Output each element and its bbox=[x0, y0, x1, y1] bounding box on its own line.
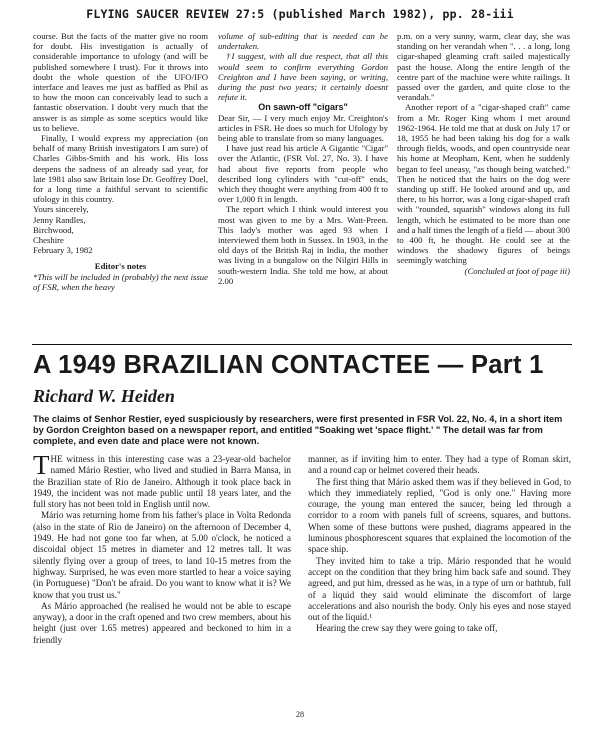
paragraph: p.m. on a very sunny, warm, clear day, she was standing on her verandah when ". . . a long, long cigar-shaped gleaming craft sailed majestically past the house. Along the entire length of the centre part of the machine were white railings. It passed over the garden, and quite close to the verandah." bbox=[397, 31, 570, 103]
editors-note: *This will be included in (probably) the next issue of FSR, when the heavy bbox=[33, 271, 208, 292]
journal-header: FLYING SAUCER REVIEW 27:5 (published March 1982), pp. 28-iii bbox=[86, 7, 514, 21]
editors-note: volume of sub-editing that is needed can be undertaken. bbox=[218, 31, 388, 52]
letter-heading: On sawn-off "cigars" bbox=[258, 102, 348, 113]
signature-line: Cheshire bbox=[33, 235, 64, 246]
article-title: A 1949 BRAZILIAN CONTACTEE — Part 1 bbox=[33, 351, 544, 379]
paragraph: The first thing that Mário asked them was if they believed in God, to which they immediately replied, "God is only one." Having more courage, the young man entered the saucer, being led through a corridor to a room with panels full of screens, squares, and buttons. When some of these buttons were pushed, diagrams appeared in the luminous phosphorescent squares that explained the locomotion of the space ship. bbox=[308, 476, 571, 555]
signature-line: Jenny Randles, bbox=[33, 214, 86, 225]
paragraph: Finally, I would express my appreciation (on behalf of many British investigators I am sure) of Charles Gibbs-Smith and his work. His loss deepens the sadness of an already sad year, for late 1981 also saw Britain lose Dr. Geoffrey Doel, for a long time a faithful servant to scientific ufology in this country. bbox=[33, 133, 208, 205]
paragraph: I have just read his article A Gigantic "Cigar" over the Atlantic, (FSR Vol. 27, No. 3). I have had about five reports from people who described long cylinders with "cut-off" ends, which they thought were anything from 400 ft to over 1,000 ft in length. bbox=[218, 143, 388, 205]
editors-notes-heading: Editor's notes bbox=[94, 261, 147, 272]
signature-line: Yours sincerely, bbox=[33, 204, 89, 215]
signature-line: Birchwood, bbox=[33, 224, 74, 235]
paragraph: They invited him to take a trip. Mário responded that he would accept on the condition that they bring him back safe and sound. They agreed, and put him, dressed as he was, in a type of urn or bathtub, full of a liquid they said would eliminate the discomfort of large accelerations and also nourish the body. Only his eyes and nose stayed out of the liquid.¹ bbox=[308, 555, 571, 623]
section-divider bbox=[32, 344, 572, 345]
paragraph: THE witness in this interesting case was a 23-year-old bachelor named Mário Restier, who lived and studied in Barra Mansa, in the Brazilian state of Rio de Janeiro. Although it took place back in 1949, the incident was not made public until 18 years later, and the full story has not been told in English until now. bbox=[33, 450, 291, 510]
article-column-right bbox=[308, 454, 571, 635]
drop-cap: T bbox=[33, 450, 50, 480]
page-number: 28 bbox=[296, 710, 304, 719]
signature-line: February 3, 1982 bbox=[33, 245, 93, 256]
paragraph: Mário was returning home from his father's place in Volta Redonda (also in the state of Rio de Janeiro) on the afternoon of December 4, 1949. He had not gone too far when, at 5.00 o'clock, he noticed a discoidal object 15 metres in diameter and 12 metres tall. It was silently flying over a group of trees, to land 10-15 metres from the highway. Surprised, he was even more startled to hear a voice saying (in Portuguese) "Don't be afraid. Do you want to know what it is? We know that you trust us." bbox=[33, 510, 291, 600]
continuation-note: (Concluded at foot of page iii) bbox=[464, 265, 570, 276]
article-author: Richard W. Heiden bbox=[33, 386, 175, 406]
editors-note: †I suggest, with all due respect, that all this would seem to confirm everything Gordon Creighton and I have been saying, or writing, during the past two years; it certainly doesnt refute it. bbox=[218, 51, 388, 103]
left-column bbox=[33, 31, 208, 292]
paragraph: course. But the facts of the matter give no room for doubt. His investigation is actually of considerable importance to ufology (and will be published somewhere I trust). For it throws into doubt the whole question of the UFO/IFO interface and leaves me just as baffled as Phil as to how the moon can conceivably lead to such a fantastic observation. I doubt very much that the answer is as simple as some sceptics would like us to believe. bbox=[33, 31, 208, 133]
paragraph: Hearing the crew say they were going to take off, bbox=[316, 623, 498, 634]
article-intro: The claims of Senhor Restier, eyed suspiciously by researchers, were first presented in FSR Vol. 22, No. 4, in a short item by Gordon Creighton based on a newspaper report, and entitled "Soaking wet 'space flight.' " The detail was far from complete, and even date and place were not known. bbox=[33, 414, 563, 446]
article-column-left bbox=[33, 450, 291, 646]
paragraph: Another report of a "cigar-shaped craft" came from a Mr. Roger King whom I met around 1962-1964. He told me that at dusk on July 17 or 18, 1955 he had been taking his dog for a walk through fields, woods, and open countryside near his home at Meopham, Kent, when he suddenly began to feel uneasy, "as though being watched." Then he noticed that the hairs on the dog were standing up stiff. He looked around and up, and there, to his horror, was a long cigar-shaped craft with "rounded, squarish" windows along its full length, which he estimated to be more than one and a half times the length of a field — about 300 to 400 ft, he thought. He could see at the windows the shadowy figures of beings seemingly watching bbox=[397, 102, 570, 266]
middle-column bbox=[218, 31, 388, 286]
paragraph: As Mário approached (he realised he would not be able to escape anyway), a door in the craft opened and two crew members, about his height (just over 1.65 metres) appeared and beckoned to him in a friendly bbox=[33, 600, 291, 645]
right-column bbox=[397, 31, 570, 276]
paragraph: The report which I think would interest you most was given to me by a Mrs. Watt-Preen. This lady's mother was aged 93 when I interviewed them both in Sussex. In 1903, in the old days of the British Raj in India, the mother was living in a bungalow on the Nilgiri Hills in south-western India. She told me how, at about 2.00 bbox=[218, 204, 388, 286]
paragraph: manner, as if inviting him to enter. They had a type of Roman skirt, and a round cap or helmet covered their heads. bbox=[308, 454, 571, 476]
paragraph: Dear Sir, — I very much enjoy Mr. Creighton's articles in FSR. He does so much for Ufology by being able to translate from so many languages. bbox=[218, 112, 388, 144]
